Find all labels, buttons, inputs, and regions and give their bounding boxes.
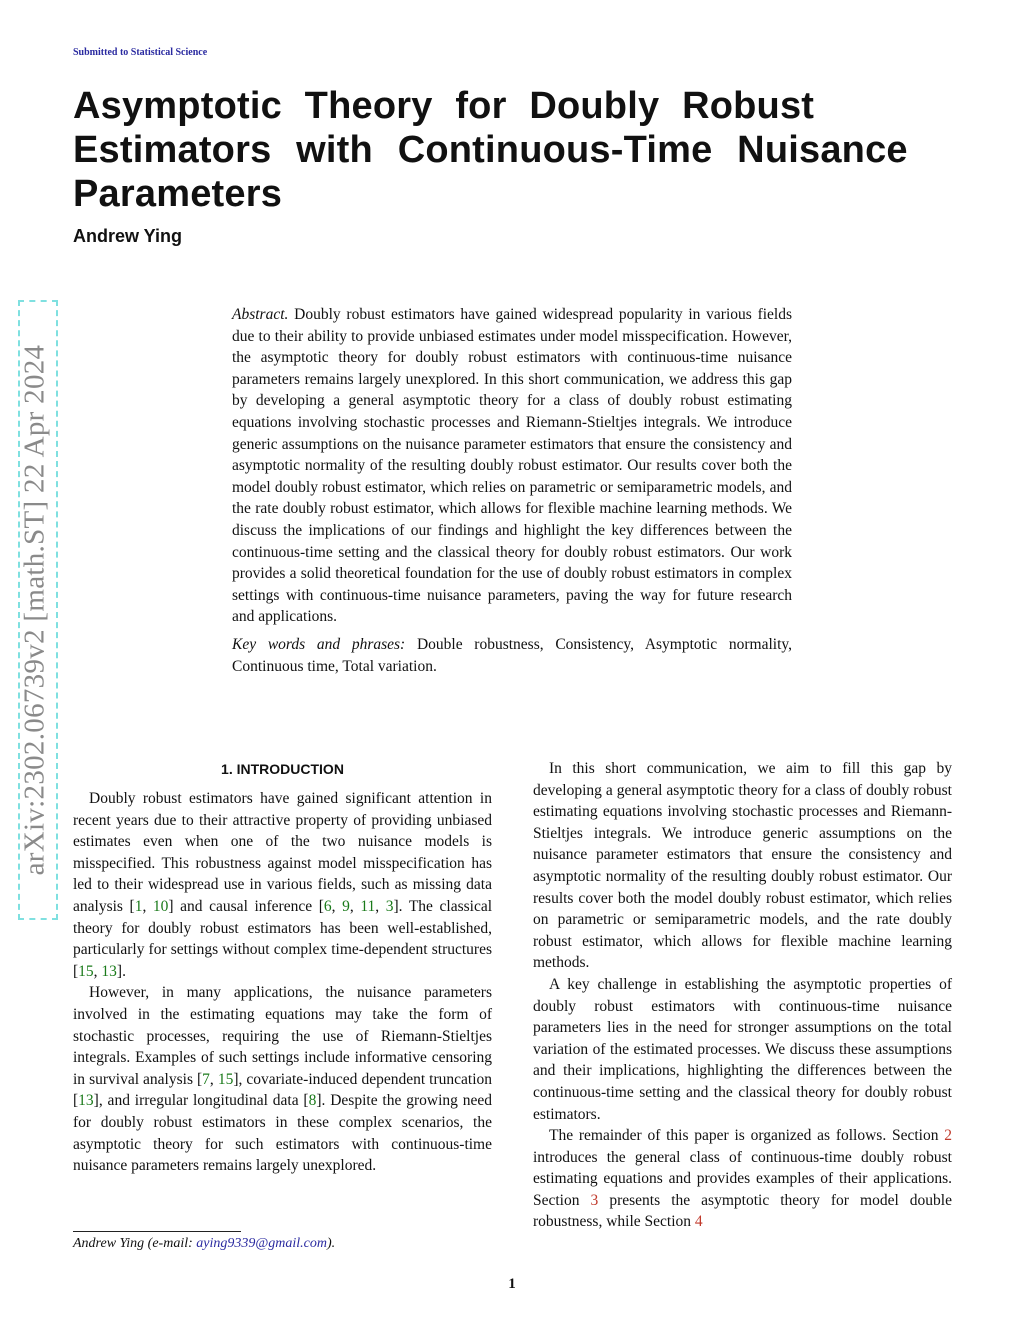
footnote: Andrew Ying (e-mail: aying9339@gmail.com).	[73, 1236, 336, 1251]
paper-title	[73, 84, 933, 216]
citation-link[interactable]: 13	[78, 1092, 94, 1110]
abstract-text: Doubly robust estimators have gained widespread popularity in various fields due to their ability to provide unbiased estimates under model misspecification. However, the asymptotic theory for doubly robust estimators with continuous-time nuisance parameters remains largely unexplored. In this short communication, we address this gap by developing a general asymptotic theory for a class of doubly robust estimating equations involving stochastic processes and Riemann-Stieltjes integrals. We introduce generic assumptions on the nuisance parameter estimators that ensure the consistency and asymptotic normality of the resulting doubly robust estimator. Our results cover both the model doubly robust estimator, which relies on parametric or semiparametric models, and the rate doubly robust estimator, which allows for flexible machine learning methods. We discuss the implications of our findings and highlight the key differences between the continuous-time setting and the classical theory for doubly robust estimators. Our work provides a solid theoretical foundation for the use of doubly robust estimators in complex settings with continuous-time nuisance parameters, paving the way for future research and applications.	[232, 306, 792, 626]
email-link[interactable]: aying9339@gmail.com	[196, 1236, 327, 1251]
author-name: Andrew Ying	[73, 226, 183, 246]
intro-paragraph-3: In this short communication, we aim to fill this gap by developing a general asymptotic theory for a class of doubly robust estimating equations involving stochastic processes and Riemann-Stieltjes integrals. We introduce generic assumptions on the nuisance parameter estimators that ensure the consistency and asymptotic normality of the resulting doubly robust estimator. Our results cover both the model doubly robust estimator, which relies on parametric or semiparametric models, and the rate doubly robust estimator, which allows for flexible machine learning methods.	[533, 760, 952, 972]
intro-paragraph-2: However, in many applications, the nuisance parameters involved in the estimating equations may take the form of stochastic processes, requiring the use of Riemann-Stieltjes integrals. Examples of such settings include informative censoring in survival analysis [7, 15], covariate-induced dependent truncation [13], and irregular longitudinal data [8]. Despite the growing need for doubly robust estimators in these complex scenarios, the asymptotic theory for such estimators with continuous-time nuisance parameters remains largely unexplored.	[73, 984, 493, 1175]
intro-paragraph-5: The remainder of this paper is organized as follows. Section 2 introduces the general class of continuous-time doubly robust estimating equations and provides examples of their applications. Section 3 presents the asymptotic theory for model double robustness, while Section 4	[533, 1127, 952, 1231]
section-heading-introduction: 1. INTRODUCTION	[221, 761, 344, 777]
citation-link[interactable]: 15	[78, 962, 94, 980]
abstract-body	[232, 304, 792, 628]
section-link[interactable]: 4	[694, 1213, 703, 1231]
abstract	[232, 304, 792, 677]
section-link[interactable]: 3	[590, 1191, 599, 1209]
citation-link[interactable]: 13	[101, 962, 117, 980]
arxiv-stamp[interactable]: arXiv:2302.06739v2 [math.ST] 22 Apr 2024	[18, 344, 51, 876]
right-column	[533, 758, 952, 1233]
intro-paragraph-1: Doubly robust estimators have gained significant attention in recent years due to their attractive property of providing unbiased estimates even when one of the two nuisance models is misspecified. This robustness against model misspecification has led to their widespread use in various fields, such as missing data analysis [1, 10] and causal inference [6, 9, 11, 3]. The classical theory for doubly robust estimators has been well-established, particularly for settings without complex time-dependent structures [15, 13].	[73, 790, 493, 980]
citation-link[interactable]: 6	[323, 897, 332, 915]
keywords	[232, 634, 792, 677]
footnote-divider	[73, 1231, 241, 1232]
citation-link[interactable]: 11	[360, 897, 376, 915]
citation-link[interactable]: 7	[202, 1070, 210, 1088]
title-line-1: Asymptotic Theory for Doubly Robust	[73, 85, 815, 127]
citation-link[interactable]: 1	[134, 897, 143, 915]
keywords-text: Double robustness, Consistency, Asymptotic normality, Continuous time, Total variation.	[232, 635, 793, 675]
abstract-label: Abstract.	[232, 306, 289, 323]
citation-link[interactable]: 15	[217, 1070, 234, 1088]
page-number: 1	[508, 1276, 516, 1292]
citation-link[interactable]: 9	[342, 897, 350, 915]
title-line-3: Parameters	[73, 173, 283, 215]
keywords-label: Key words and phrases:	[232, 635, 406, 653]
intro-paragraph-4: A key challenge in establishing the asymptotic properties of doubly robust estimators with continuous-time nuisance parameters lies in the need for stronger assumptions on the total variation of the estimated processes. We discuss these assumptions and their implications, highlighting the differences between the continuous-time setting and the classical theory for doubly robust estimators.	[533, 975, 952, 1123]
citation-link[interactable]: 8	[308, 1092, 317, 1110]
section-link[interactable]: 2	[944, 1127, 952, 1145]
citation-link[interactable]: 10	[152, 897, 169, 915]
left-column	[73, 758, 492, 1177]
citation-link[interactable]: 3	[385, 897, 394, 915]
journal-header[interactable]: Submitted to Statistical Science	[73, 47, 208, 58]
title-line-2: Estimators with Continuous-Time Nuisance	[73, 129, 908, 171]
